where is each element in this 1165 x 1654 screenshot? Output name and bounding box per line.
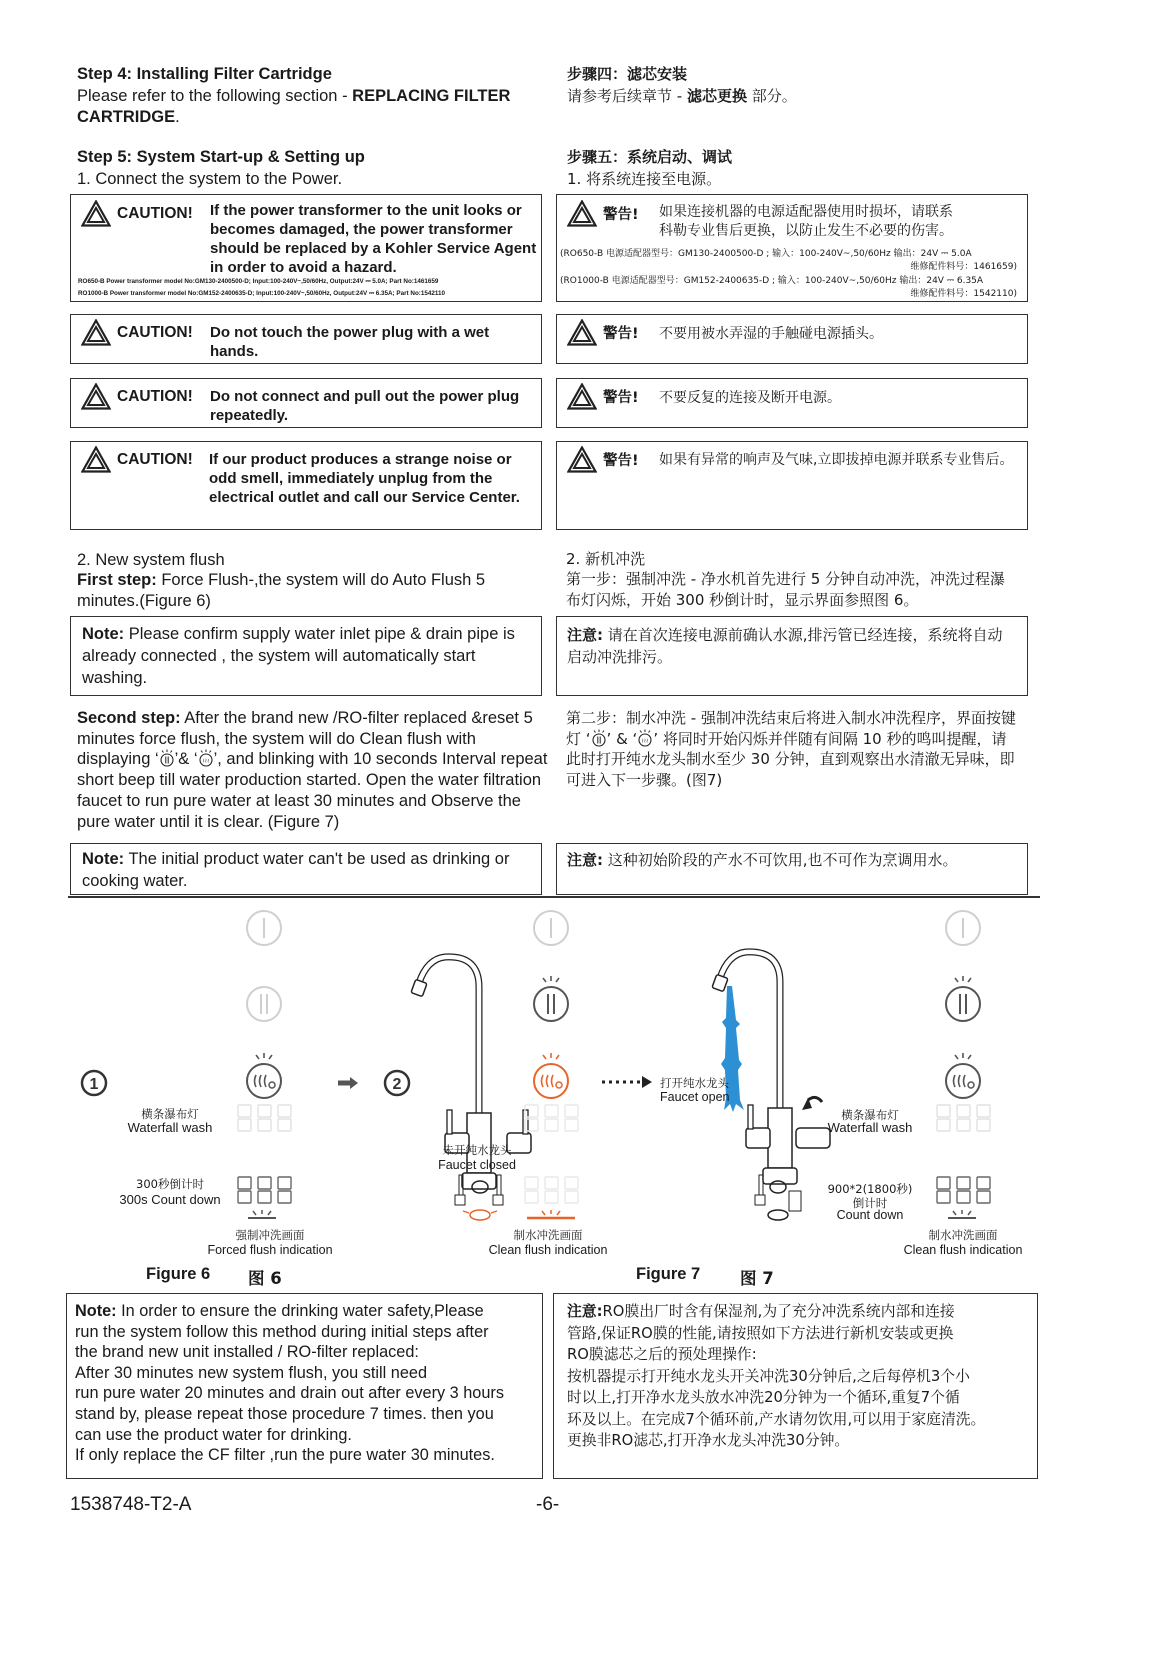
display-idle [937, 1105, 990, 1131]
display-countdown-900 [937, 1177, 990, 1203]
final-note-zh-line: 时以上,打开净水龙头放水冲洗20分钟为一个循环,重复7个循 [567, 1389, 960, 1406]
first-step-text: Force Flush-,the system will do Auto Flush 5 minutes.(Figure 6) [77, 571, 486, 610]
caution-box-plug-zh [556, 378, 1028, 428]
final-note-line: After 30 minutes new system flush, you still need [75, 1363, 428, 1382]
caution-text: Do not touch the power plug with a wet hands. [210, 324, 490, 360]
figure7-title-zh: 图 7 [740, 1269, 774, 1288]
caution-text-zh: 不要反复的连接及断开电源。 [659, 390, 841, 406]
figure7-title-en: Figure 7 [636, 1265, 701, 1283]
button-one-icon-dim [247, 911, 281, 945]
caution-label-zh: 警告! [603, 207, 639, 223]
second-step-zh-1: 第二步：制水冲洗 - 强制冲洗结束后将进入制水冲洗程序，界面按键灯 ‘ [566, 709, 1016, 748]
button-two-icon [946, 976, 980, 1021]
final-note-line: the brand new unit installed / RO-filter replaced: [75, 1343, 419, 1362]
note-label-zh: 注意: [567, 851, 603, 869]
first-step-en [77, 570, 517, 612]
note-label-zh: 注意: [567, 1303, 603, 1320]
final-note-en [75, 1301, 504, 1466]
note-line: In order to ensure the drinking water safety,Please [116, 1302, 484, 1320]
note-text-zh: 请在首次连接电源前确认水源,排污管已经连接，系统将自动启动冲洗排污。 [567, 626, 1003, 666]
faucet-open-label-zh: 打开纯水龙头 [660, 1076, 729, 1090]
display-idle [238, 1105, 291, 1131]
final-note-zh [567, 1301, 985, 1452]
step4-title-zh: 步骤四：滤芯安装 [567, 65, 688, 83]
step4-body-zh-prefix: 请参考后续章节 - [567, 87, 687, 105]
page-number: -6- [536, 1494, 560, 1515]
caution-box-wet-hands-en [70, 314, 542, 364]
final-note-zh-line-0 [567, 1301, 985, 1323]
button-one-icon-dim [946, 911, 980, 945]
final-note-zh-line: 环及以上。在完成7个循环前,产水请勿饮用,可以用于家庭清洗。 [567, 1410, 986, 1428]
caution-text-zh: 不要用被水弄湿的手触碰电源插头。 [659, 326, 883, 342]
final-note-line: stand by, please repeat those procedure 7 times. then you [75, 1404, 494, 1423]
note-label: Note: [75, 1302, 117, 1320]
clean-flush-rays-icon [527, 1210, 575, 1218]
caution-text: Do not connect and pull out the power plug repeatedly. [210, 388, 520, 424]
forced-flush-label-en: Forced flush indication [207, 1243, 333, 1257]
countdown-label-zh: 300秒倒计时 [136, 1177, 204, 1191]
step5-title-zh: 步骤五：系统启动、调试 [567, 148, 733, 166]
display-idle [525, 1177, 578, 1203]
note-connect-en [82, 623, 527, 689]
clean-flush-label-zh: 制水冲洗画面 [513, 1228, 583, 1242]
note-label: Note: [82, 850, 125, 868]
waterfall-label-en: Waterfall wash [127, 1120, 213, 1135]
note-text: Please confirm supply water inlet pipe & drain pipe is already connected , the system will automatically start washing. [82, 625, 515, 687]
waterfall-label-en: Waterfall wash [827, 1120, 913, 1135]
svg-text:≀≀≀: ≀≀≀ [202, 757, 209, 765]
warning-triangle-icon [81, 446, 111, 473]
warning-triangle-icon [81, 383, 111, 410]
step5-item1-zh: 1. 将系统连接至电源。 [567, 170, 722, 188]
caution-box-transformer-zh [556, 194, 1028, 302]
flush-heading-zh: 2. 新机冲洗 [566, 550, 646, 568]
flush-button-icon [637, 729, 653, 747]
display-idle [525, 1105, 578, 1131]
second-step-text-2: ’& ‘ [174, 750, 198, 769]
production-button-icon [591, 729, 607, 747]
svg-text:2: 2 [392, 1076, 402, 1093]
transformer-spec-ro650: RO650-B Power transformer model No:GM130-2400500-D; Input:100-240V~,50/60Hz, Output:24V ⎓ 5.0A; Part No:1461659 [78, 278, 439, 285]
warning-triangle-icon [567, 319, 597, 346]
countdown-label-en: Count down [836, 1208, 904, 1222]
caution-label: CAUTION! [117, 450, 193, 468]
caution-box-wet-hands-zh [556, 314, 1028, 364]
clean-flush-rays-icon [948, 1210, 976, 1218]
flush-button-icon [247, 1053, 281, 1098]
step4-title-en: Step 4: Installing Filter Cartridge [77, 65, 332, 83]
clean-flush-label-en: Clean flush indication [903, 1243, 1023, 1257]
faucet-closed-label-zh: 未开纯水龙头 [442, 1143, 512, 1157]
step4-body-prefix: Please refer to the following section - [77, 87, 353, 105]
step-2-badge [385, 1071, 409, 1095]
warning-triangle-icon [81, 319, 111, 346]
caution-box-noise-en [70, 441, 542, 530]
final-note-line: If only replace the CF filter ,run the pure water 30 minutes. [75, 1446, 495, 1465]
step4-body-suffix: . [175, 108, 180, 126]
final-note-zh-line: 管路,保证RO膜的性能,请按照如下方法进行新机安装或更换 [567, 1324, 954, 1342]
display-countdown-300 [238, 1177, 291, 1203]
flush-heading-en: 2. New system flush [77, 551, 225, 569]
caution-label-zh: 警告! [603, 390, 639, 406]
waterfall-label-zh: 横条瀑布灯 [141, 1107, 199, 1121]
step5-item1-en: 1. Connect the system to the Power. [77, 170, 343, 188]
svg-text:1: 1 [89, 1076, 99, 1093]
second-step-zh [566, 708, 1021, 790]
caution-text-zh-2: 科勒专业售后更换，以防止发生不必要的伤害。 [659, 223, 953, 239]
document-number: 1538748-T2-A [70, 1494, 192, 1515]
step4-body-zh [567, 86, 797, 107]
step5-title-en: Step 5: System Start-up & Setting up [77, 148, 365, 166]
second-step-text-3: ’, and blinking with 10 seconds Interval repeat short beep till water production started. Open the water filtration faucet to run pure water at least 30 minutes and Observe the pure water until it is clear. (Figure 7) [77, 750, 548, 831]
caution-label: CAUTION! [117, 323, 193, 341]
flush-button-icon [198, 749, 214, 767]
final-note-box-en [66, 1293, 543, 1479]
forced-flush-rays-icon [248, 1210, 276, 1218]
warning-triangle-icon [81, 200, 111, 227]
caution-label-zh: 警告! [603, 326, 639, 342]
second-step-label: Second step: [77, 709, 181, 727]
step4-body-zh-link: 滤芯更换 [686, 87, 747, 105]
note-initial-water-en [82, 848, 532, 892]
note-connect-zh [567, 624, 1017, 668]
caution-label: CAUTION! [117, 387, 193, 405]
final-note-box-zh [553, 1293, 1038, 1479]
caution-text-zh-1: 如果连接机器的电源适配器使用时损坏，请联系 [659, 204, 953, 220]
note-label-zh: 注意: [567, 626, 603, 644]
transformer-spec-ro1000: RO1000-B Power transformer model No:GM152-2400635-D; Input:100-240V~,50/60Hz, Output:24V ⎓ 6.35A; Part No:1542110 [78, 290, 446, 297]
faucet-open-label-en: Faucet open [660, 1090, 730, 1104]
final-note-line: run the system follow this method during initial steps after [75, 1322, 489, 1341]
caution-box-transformer-en [70, 194, 542, 302]
figure6-title-en: Figure 6 [146, 1265, 211, 1283]
note-line-zh: RO膜出厂时含有保湿剂,为了充分冲洗系统内部和连接 [602, 1303, 955, 1320]
warning-triangle-icon [567, 446, 597, 473]
note-box-connect-zh [556, 616, 1028, 696]
adapter-part-ro1000-zh: 维修配件料号：1542110) [910, 289, 1017, 299]
figure-divider [68, 896, 1040, 898]
dotted-arrow-icon [602, 1076, 652, 1088]
step4-body-zh-suffix: 部分。 [746, 87, 797, 105]
forced-flush-label-zh: 强制冲洗画面 [235, 1228, 305, 1242]
final-note-line: can use the product water for drinking. [75, 1425, 352, 1444]
caution-text-zh: 如果有异常的响声及气味,立即拔掉电源并联系专业售后。 [659, 452, 1014, 468]
second-step-text-1: After the brand new /RO-filter replaced &reset 5 minutes force flush, the system will do Clean flush with displaying ‘ [77, 709, 533, 769]
note-label: Note: [82, 625, 125, 643]
adapter-part-ro650-zh: 维修配件料号：1461659) [910, 262, 1017, 272]
second-step-en [77, 708, 549, 832]
caution-label: CAUTION! [117, 204, 193, 222]
first-step-label: First step: [77, 571, 157, 589]
note-text: The initial product water can't be used as drinking or cooking water. [82, 850, 510, 890]
arrow-right-icon [338, 1077, 358, 1089]
adapter-spec-ro1000-zh: (RO1000-B 电源适配器型号：GM152-2400635-D ; 输入：100-240V~,50/60Hz 输出：24V ⎓ 6.35A [560, 276, 984, 286]
svg-text:≀≀≀: ≀≀≀ [641, 737, 649, 744]
second-step-zh-2: ’ & ‘ [606, 729, 638, 748]
flush-button-icon [946, 1053, 980, 1098]
clean-flush-label-en: Clean flush indication [488, 1243, 608, 1257]
waterfall-label-zh: 横条瀑布灯 [841, 1108, 899, 1122]
faucet-closed-label-en: Faucet closed [438, 1158, 516, 1172]
second-step-zh-3: ’ 将同时开始闪烁并伴随有间隔 10 秒的鸣叫提醒，请此时打开纯水龙头制水至少 30 分钟，直到观察出水清澈无异味，即可进入下一步骤。(图7) [566, 729, 1015, 789]
step4-body-link: REPLACING FILTER CARTRIDGE [77, 87, 511, 126]
countdown-label-zh-2: 倒计时 [852, 1196, 888, 1210]
step4-body-en [77, 86, 547, 128]
button-two-icon-dim [247, 987, 281, 1021]
countdown-label-zh: 900*2(1800秒) [827, 1182, 913, 1196]
caution-box-noise-zh [556, 441, 1028, 530]
button-one-icon-dim [534, 911, 568, 945]
production-button-icon [159, 749, 175, 767]
clean-flush-label-zh: 制水冲洗画面 [928, 1228, 998, 1242]
step-1-badge [82, 1071, 106, 1095]
final-note-line: run pure water 20 minutes and drain out after every 3 hours [75, 1384, 504, 1403]
note-box-initial-water-zh [556, 843, 1028, 895]
button-two-icon [534, 976, 568, 1021]
caution-box-plug-en [70, 378, 542, 428]
caution-label-zh: 警告! [603, 453, 639, 469]
note-box-connect-en [70, 616, 542, 696]
first-step-zh: 第一步：强制冲洗 - 净水机首先进行 5 分钟自动冲洗，冲洗过程瀑布灯闪烁，开始 300 秒倒计时，显示界面参照图 6。 [566, 570, 1006, 609]
warning-triangle-icon [567, 200, 597, 227]
flush-button-icon-active [534, 1053, 568, 1098]
note-initial-water-zh [567, 849, 958, 871]
final-note-zh-line: 更换非RO滤芯,打开净水龙头冲洗30分钟。 [567, 1432, 850, 1449]
note-text-zh: 这种初始阶段的产水不可饮用,也不可作为烹调用水。 [603, 851, 958, 869]
final-note-zh-line: 按机器提示打开纯水龙头开关冲洗30分钟后,之后每停机3个小 [567, 1367, 970, 1385]
caution-text: If our product produces a strange noise or odd smell, immediately unplug from the electrical outlet and call our Service Center. [209, 451, 520, 506]
final-note-line-0 [75, 1301, 504, 1322]
note-box-initial-water-en [70, 843, 542, 895]
figure6-title-zh: 图 6 [248, 1269, 282, 1288]
warning-triangle-icon [567, 383, 597, 410]
adapter-spec-ro650-zh: (RO650-B 电源适配器型号：GM130-2400500-D ; 输入：100-240V~,50/60Hz 输出：24V ⎓ 5.0A [560, 249, 972, 259]
caution-text: If the power transformer to the unit looks or becomes damaged, the power transformer should be replaced by a Kohler Service Agent in order to avoid a hazard. [210, 202, 537, 276]
countdown-label-en: 300s Count down [119, 1192, 221, 1207]
final-note-zh-line: RO膜滤芯之后的预处理操作: [567, 1346, 757, 1363]
